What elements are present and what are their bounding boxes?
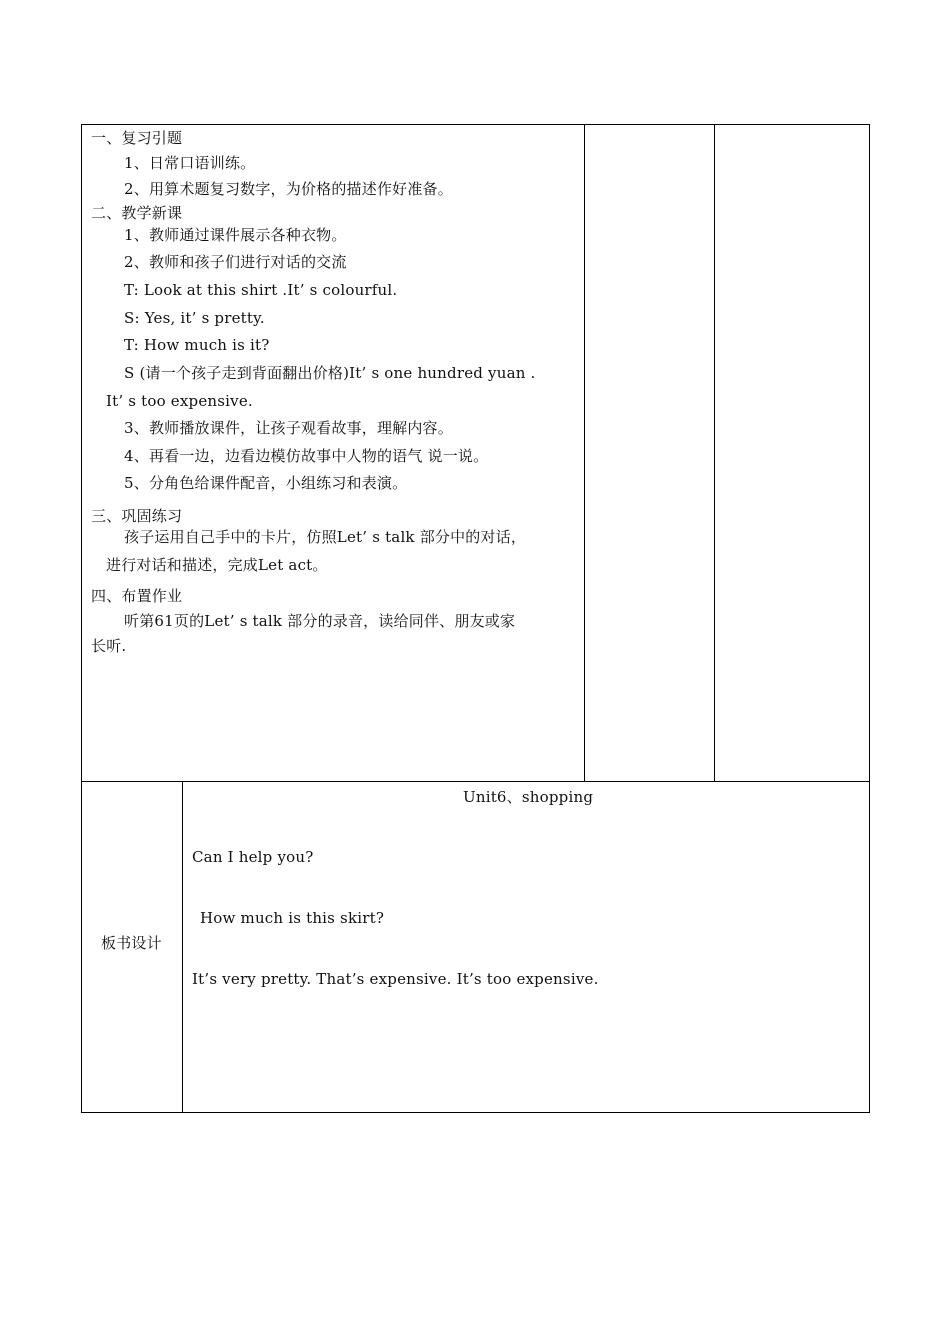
homework-line-2: 长听.	[91, 637, 127, 655]
section-heading-review: 一、复习引题	[91, 129, 183, 147]
board-line-2: How much is this skirt?	[200, 909, 385, 927]
section-heading-new-lesson: 二、教学新课	[91, 204, 183, 222]
section-heading-homework: 四、布置作业	[91, 587, 183, 605]
board-line-1: Can I help you?	[192, 848, 314, 866]
board-line-3: It’s very pretty. That’s expensive. It’s too expensive.	[192, 970, 599, 988]
new-lesson-item-2: 2、教师和孩子们进行对话的交流	[124, 253, 347, 271]
board-title: Unit6、shopping	[463, 788, 594, 806]
review-item-2: 2、用算术题复习数字，为价格的描述作好准备。	[124, 180, 453, 198]
section-heading-practice: 三、巩固练习	[91, 507, 183, 525]
upper-column-divider-2	[714, 124, 715, 782]
dialogue-line-3: T: How much is it?	[124, 336, 270, 354]
dialogue-line-2: S: Yes, it’ s pretty.	[124, 309, 265, 327]
practice-line-1: 孩子运用自己手中的卡片，仿照Let’ s talk 部分中的对话，	[124, 528, 527, 546]
board-design-label: 板书设计	[101, 934, 162, 952]
homework-line-1: 听第61页的Let’ s talk 部分的录音，读给同伴、朋友或家	[124, 612, 516, 630]
lower-column-divider	[182, 781, 183, 1113]
dialogue-line-5: It’ s too expensive.	[106, 392, 253, 410]
table-bottom-border	[81, 1112, 870, 1113]
table-middle-border	[81, 781, 870, 782]
table-top-border	[81, 124, 870, 125]
table-right-border	[869, 124, 870, 1113]
upper-column-divider-1	[584, 124, 585, 782]
dialogue-line-1: T: Look at this shirt .It’ s colourful.	[124, 281, 398, 299]
table-left-border	[81, 124, 82, 1113]
review-item-1: 1、日常口语训练。	[124, 154, 256, 172]
new-lesson-item-4: 4、再看一边，边看边模仿故事中人物的语气 说一说。	[124, 447, 489, 465]
new-lesson-item-1: 1、教师通过课件展示各种衣物。	[124, 226, 347, 244]
dialogue-line-4: S (请一个孩子走到背面翻出价格)It’ s one hundred yuan .	[124, 364, 536, 382]
practice-line-2: 进行对话和描述，完成Let act。	[106, 556, 328, 574]
new-lesson-item-3: 3、教师播放课件，让孩子观看故事，理解内容。	[124, 419, 453, 437]
new-lesson-item-5: 5、分角色给课件配音，小组练习和表演。	[124, 474, 408, 492]
